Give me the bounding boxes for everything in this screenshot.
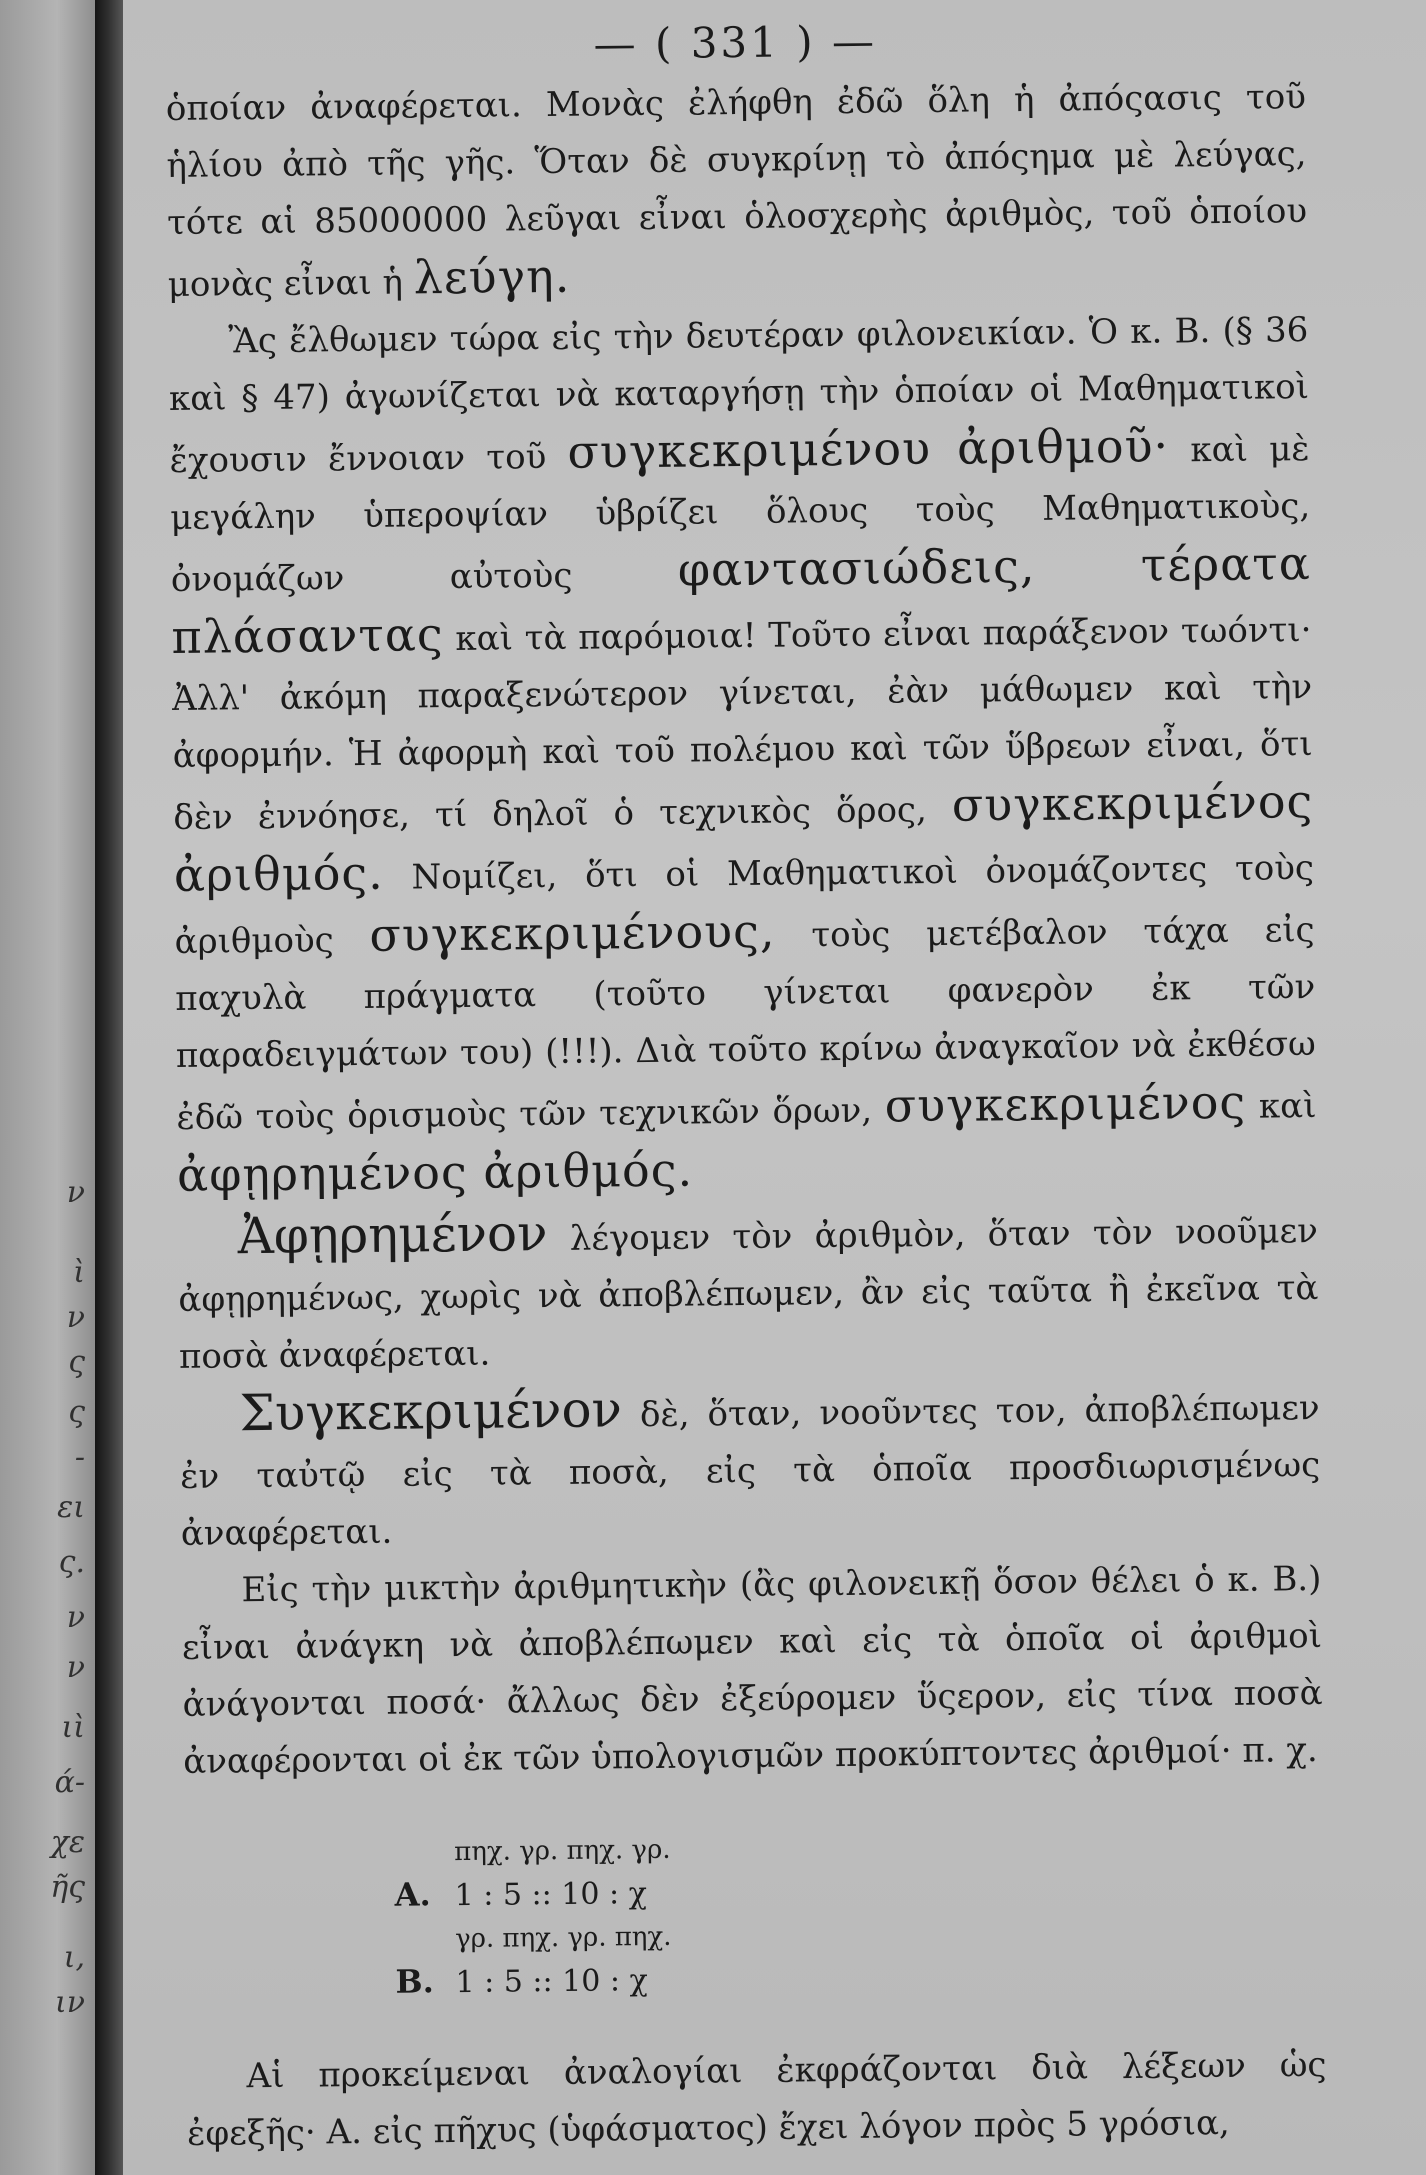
- paragraph-abstract: Ἀφῃρημένον λέγομεν τὸν ἀριθμὸν, ὅταν τὸν νοοῦμεν ἀφῃρημένως, χωρὶς νὰ ἀποβλέπωμεν, ἂν εἰς ταῦτα ἢ ἐκεῖνα τὰ ποσὰ ἀναφέρεται.: [178, 1204, 1319, 1377]
- facing-page-fragment: χε: [50, 1825, 85, 1860]
- proportion-examples: [394, 1779, 1327, 2047]
- facing-page-fragment: ν: [66, 1600, 85, 1635]
- facing-page-fragment: ς: [68, 1395, 85, 1430]
- emphasis-concrete-plural: συγκεκριμένους,: [369, 903, 776, 962]
- book-gutter: [95, 0, 123, 2175]
- facing-page-fragment: -: [74, 1440, 85, 1475]
- term-concrete: Συγκεκριμένον: [239, 1380, 623, 1443]
- facing-page-edge: [0, 0, 95, 2175]
- emphasis-abstract-number: ἀφῃρημένος ἀριθμός.: [176, 1142, 694, 1202]
- label-b: Β.: [395, 1962, 434, 2001]
- facing-page-fragment: ῆς: [50, 1870, 85, 1905]
- facing-page-fragment: ιν: [55, 1985, 85, 2020]
- facing-page-fragment: ς.: [58, 1545, 85, 1580]
- page-number-header: — ( 331 ) —: [593, 16, 878, 69]
- facing-page-fragment: ά-: [54, 1765, 85, 1800]
- paragraph-2: Ἂς ἔλθωμεν τώρα εἰς τὴν δευτέραν φιλονεικίαν. Ὁ κ. Β. (§ 36 καὶ § 47) ἀγωνίζεται νὰ καταργήσῃ τὴν ὁποίαν οἱ Μαθηματικοὶ ἔχουσιν ἔννοιαν τοῦ συγκεκριμένου ἀριθμοῦ· καὶ μὲ μεγάλην ὑπεροψίαν ὑβρίζει ὅλους τοὺς Μαθηματικοὺς, ὀνομάζων αὐτοὺς φαντασιώδεις, τέρατα πλάσαντας καὶ τὰ παρόμοια! Τοῦτο εἶναι παράξενον τωόντι· Ἀλλ' ἀκόμη παραξενώτερον γίνεται, ἐὰν μάθωμεν καὶ τὴν ἀφορμήν. Ἡ ἀφορμὴ καὶ τοῦ πολέμου καὶ τῶν ὕβρεων εἶναι, ὅτι δὲν ἐννόησε, τί δηλοῖ ὁ τεχνικὸς ὅρος, συγκεκριμένος ἀριθμός. Νομίζει, ὅτι οἱ Μαθηματικοὶ ὀνομάζοντες τοὺς ἀριθμοὺς συγκεκριμένους, τοὺς μετέβαλον τάχα εἰς παχυλὰ πράγματα (τοῦτο γίνεται φανερὸν ἐκ τῶν παραδειγμάτων του) (!!!). Διὰ τοῦτο κρίνω ἀναγκαῖον νὰ ἐκθέσω ἐδῶ τοὺς ὁρισμοὺς τῶν τεχνικῶν ὅρων, συγκεκριμένος καὶ ἀφῃρημένος ἀριθμός.: [168, 310, 1317, 1202]
- term-abstract: Ἀφῃρημένον: [237, 1204, 548, 1266]
- facing-page-fragment: ν: [66, 1175, 85, 1210]
- emphasis-leugi: λεύγη.: [413, 248, 571, 305]
- paragraph-last: Αἱ προκείμεναι ἀναλογίαι ἐκφράζονται διὰ λέξεων ὡς ἐφεξῆς· Α. εἰς πῆχυς (ὑφάσματος) ἔχει λόγον πρὸς 5 γρόσια,: [186, 2044, 1327, 2154]
- units-row-a: πηχ. γρ. πηχ. γρ.: [454, 1834, 671, 1868]
- facing-page-fragment: ι,: [63, 1940, 85, 1975]
- emphasis-concrete-number: συγκεκριμένου ἀριθμοῦ·: [567, 418, 1170, 479]
- facing-page-fragment: ς: [68, 1345, 85, 1380]
- facing-page-fragment: ν: [66, 1300, 85, 1335]
- label-a: Α.: [394, 1875, 431, 1914]
- facing-page-fragment: ιὶ: [61, 1710, 85, 1745]
- facing-page-fragment: ὶ: [73, 1255, 85, 1290]
- facing-page-fragment: ει: [57, 1490, 85, 1525]
- emphasis-fantasiodeis: φαντασιώδεις,: [677, 538, 1036, 597]
- emphasis-concrete-3: συγκεκριμένος: [884, 1074, 1247, 1133]
- expr-a: 1 : 5 :: 10 : χ: [454, 1876, 648, 1914]
- facing-page-fragment: ν: [66, 1650, 85, 1685]
- paragraph-mixed-arithmetic: Εἰς τὴν μικτὴν ἀριθμητικὴν (ἂς φιλονεικῇ ὅσον θέλει ὁ κ. Β.) εἶναι ἀνάγκη νὰ ἀποβλέπωμεν καὶ εἰς τὰ ὁποῖα οἱ ἀριθμοὶ ἀνάγονται ποσά· ἄλλως δὲν ἐξεύρομεν ὕςερον, εἰς τίνα ποσὰ ἀναφέρονται οἱ ἐκ τῶν ὑπολογισμῶν προκύπτοντες ἀριθμοί· π. χ.: [181, 1558, 1323, 1782]
- emphasis-terata: τέρατα πλάσαντας: [171, 536, 1312, 664]
- expr-b: 1 : 5 :: 10 : χ: [455, 1963, 648, 2001]
- emphasis-concrete-number-2: συγκεκριμένος ἀριθμός.: [173, 774, 1314, 902]
- paragraph-concrete: Συγκεκριμένον δὲ, ὅταν, νοοῦντες τον, ἀποβλέπωμεν ἐν ταὐτῷ εἰς τὰ ποσὰ, εἰς τὰ ὁποῖα προσδιωρισμένως ἀναφέρεται.: [180, 1380, 1321, 1554]
- paragraph-1: ὁποίαν ἀναφέρεται. Μονὰς ἐλήφθη ἐδῶ ὅλη ἡ ἀπόςασις τοῦ ἡλίου ἀπὸ τῆς γῆς. Ὅταν δὲ συγκρίνῃ τὸ ἀπόςημα μὲ λεύγας, τότε αἱ 85000000 λεῦγαι εἶναι ὁλοσχερὴς ἀριθμὸς, τοῦ ὁποίου μονὰς εἶναι ἡ λεύγη.: [165, 77, 1308, 305]
- page-text: [165, 8, 1327, 2163]
- units-row-b: γρ. πηχ. γρ. πηχ.: [454, 1921, 672, 1955]
